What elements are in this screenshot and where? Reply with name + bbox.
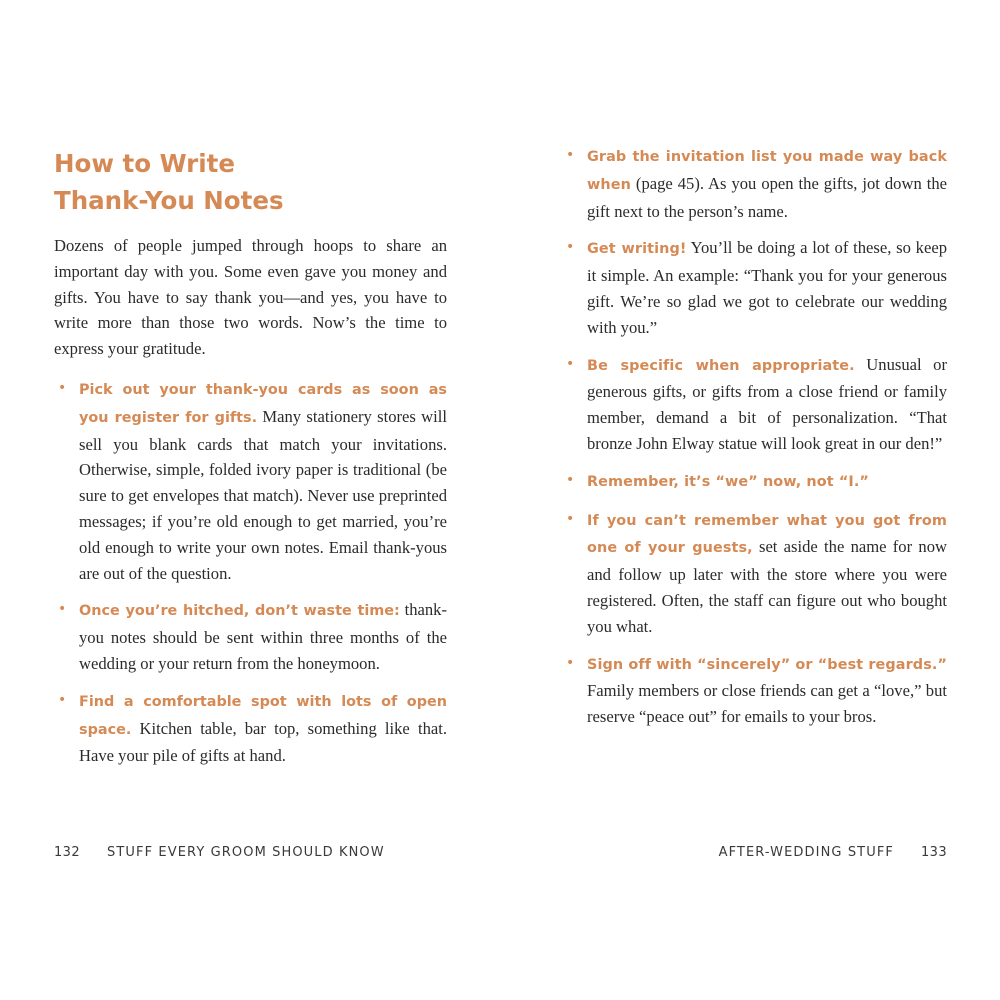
- bullet-icon: •: [566, 510, 575, 527]
- tip-body: Kitchen table, bar top, something like that. Have your pile of gifts at hand.: [79, 718, 447, 766]
- tip-body: You’ll be doing a lot of these, so keep it simple. An example: “Thank you for your generous gift. We’re so glad we got to celebrate our wedding with you.”: [587, 238, 947, 337]
- tip-highlight: Be specific when appropriate.: [587, 357, 855, 374]
- bullet-icon: •: [58, 379, 67, 396]
- section-title: [54, 145, 447, 219]
- tip-highlight: Pick out your thank-you cards as soon as you register for gifts.: [79, 381, 447, 426]
- right-page-footer: [719, 844, 947, 862]
- tip-highlight: Sign off with “sincerely” or “best regards.”: [587, 656, 947, 673]
- tip-highlight: If you can’t remember what you got from one of your guests,: [587, 512, 947, 557]
- section-title-line-1: How to Write: [54, 149, 235, 178]
- section-running-head: AFTER-WEDDING STUFF: [718, 845, 894, 860]
- tip-body: thank-you notes should be sent within three months of the wedding or your return from the honeymoon.: [79, 600, 447, 673]
- tip-body: (page 45). As you open the gifts, jot down the gift next to the person’s name.: [587, 173, 947, 221]
- bullet-icon: •: [566, 654, 575, 671]
- page-number-right: 133: [920, 845, 947, 860]
- bullet-icon: •: [58, 601, 67, 618]
- tip-body: Unusual or generous gifts, or gifts from a close friend or family member, demand a bit of personalization. “That bronze John Elway statue will look great in our den!”: [587, 354, 947, 453]
- tip-highlight: Once you’re hitched, don’t waste time:: [79, 603, 400, 620]
- tip-highlight: Find a comfortable spot with lots of open space.: [79, 693, 447, 738]
- tip-item: [562, 235, 947, 340]
- tip-item: [562, 651, 947, 730]
- tip-highlight: Grab the invitation list you made way back when: [587, 149, 947, 193]
- tip-item: [562, 507, 947, 640]
- right-page-content: [562, 143, 947, 741]
- bullet-icon: •: [58, 691, 67, 708]
- tip-item: [54, 688, 447, 769]
- tip-item: [562, 143, 947, 224]
- section-title-line-2: Thank-You Notes: [54, 186, 284, 215]
- tip-highlight: Get writing!: [587, 241, 687, 258]
- bullet-icon: •: [566, 355, 575, 372]
- bullet-icon: •: [566, 471, 575, 488]
- tip-body: Family members or close friends can get a “love,” but reserve “peace out” for emails to your bros.: [587, 681, 947, 727]
- left-page-footer: [54, 844, 385, 862]
- tip-highlight: Remember, it’s “we” now, not “I.”: [587, 473, 869, 490]
- tip-item: [54, 597, 447, 676]
- page-number-left: 132: [54, 845, 81, 860]
- tip-body: Many stationery stores will sell you blank cards that match your invitations. Otherwise, simple, folded ivory paper is traditional (be sure to get envelopes that match). Never use preprinted messages; if you’re old enough to get married, you’re old enough to write your own notes. Email thank-yous are out of the question.: [79, 406, 447, 583]
- tip-body: set aside the name for now and follow up later with the store where you were registered. Often, the staff can figure out who bought you what.: [587, 537, 947, 636]
- bullet-icon: •: [566, 147, 575, 163]
- bullet-icon: •: [566, 239, 575, 256]
- tip-item: [562, 352, 947, 457]
- left-page-content: [54, 145, 447, 780]
- tip-item: [562, 468, 947, 496]
- tip-item: [54, 376, 447, 586]
- intro-paragraph: Dozens of people jumped through hoops to share an important day with you. Some even gave you money and gifts. You have to say thank you—and yes, you have to write more than those two words. Now’s the time to express your gratitude.: [54, 236, 447, 359]
- book-title-running-head: STUFF EVERY GROOM SHOULD KNOW: [107, 845, 385, 860]
